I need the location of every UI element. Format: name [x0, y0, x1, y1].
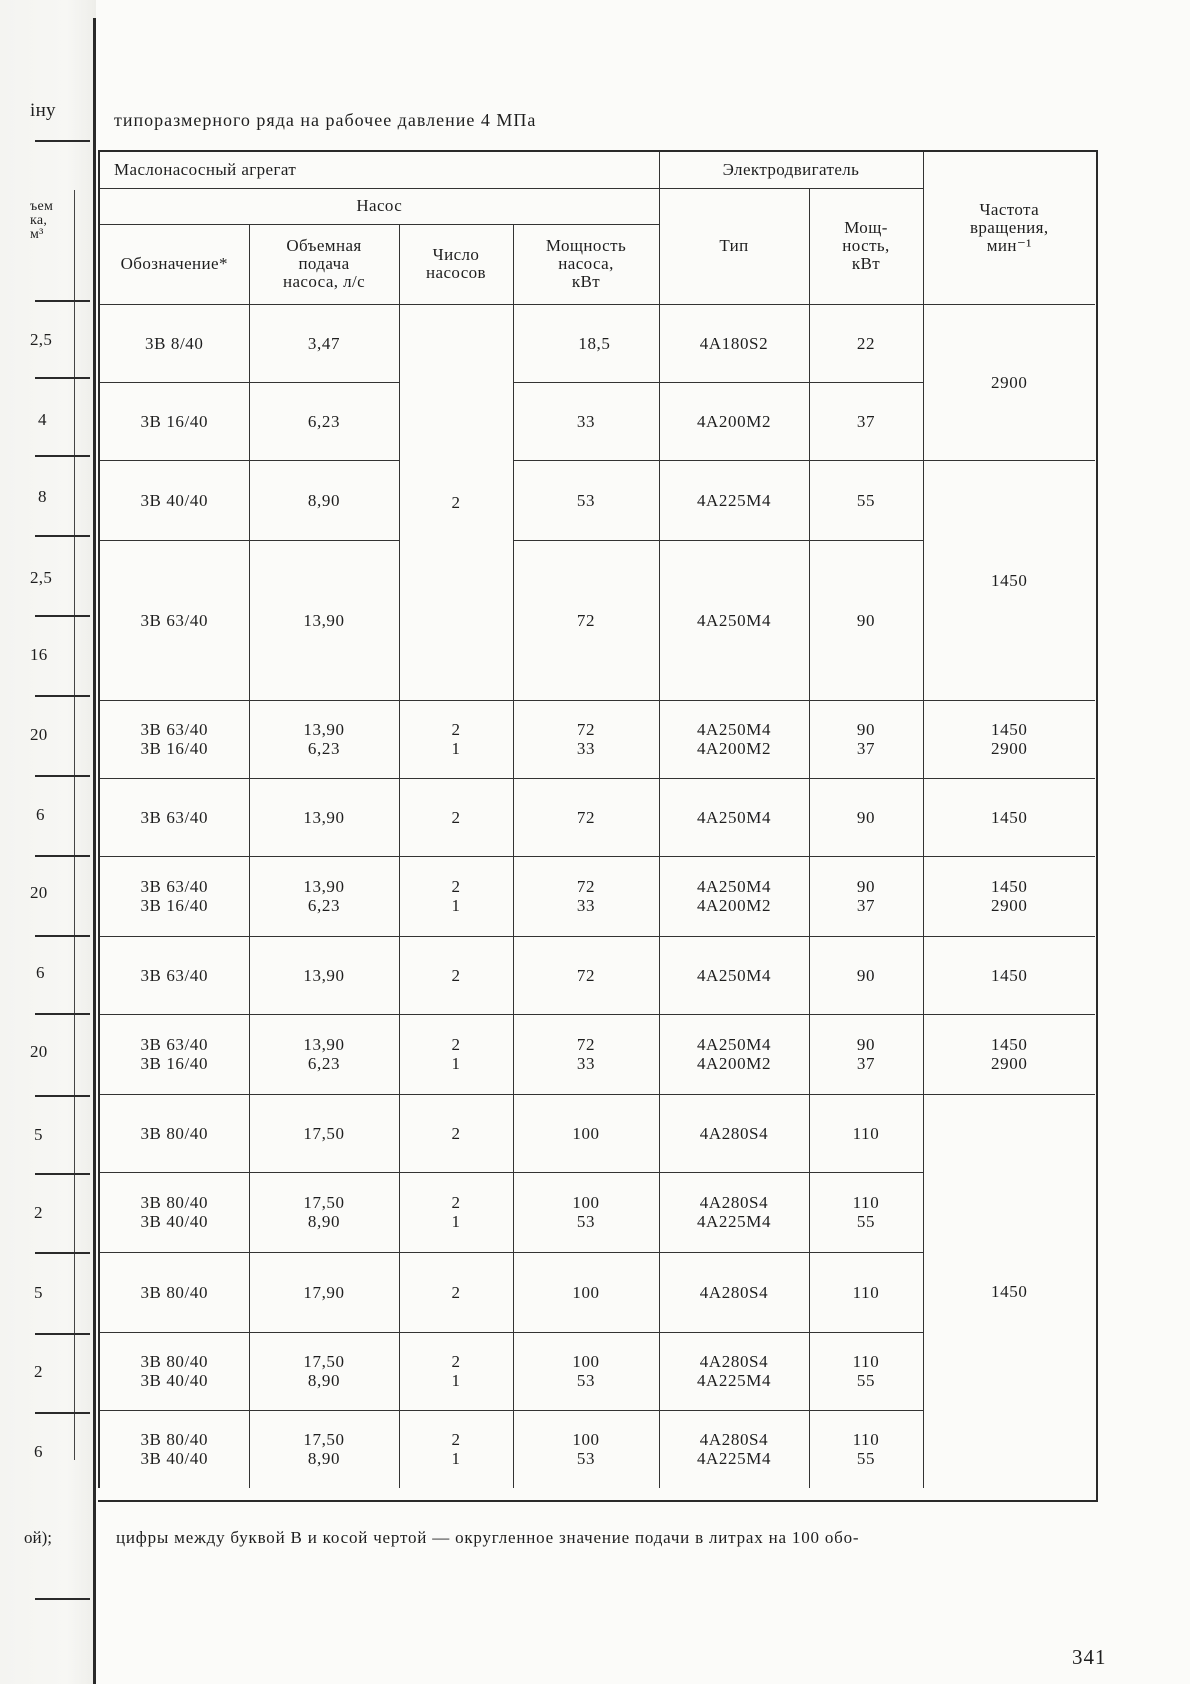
speed-cell: 1450: [923, 460, 1095, 700]
designation-cell: [99, 1332, 249, 1410]
gutter-top-text: іну: [30, 100, 56, 121]
cell-line: 8,90: [307, 1212, 341, 1231]
cell-line: 4А250М4: [696, 720, 772, 739]
gutter-rule: [35, 935, 90, 937]
count-cell: 2: [399, 1094, 513, 1172]
gutter-rule: [35, 1013, 90, 1015]
cell-line: 100: [572, 1430, 600, 1450]
speed-cell: [923, 1014, 1095, 1094]
cell-line: 1450: [991, 877, 1028, 896]
motor-type-cell: 4А180S2: [659, 304, 809, 382]
designation-cell: 3В 63/40: [99, 540, 249, 700]
speed-cell: 1450: [923, 1094, 1095, 1488]
data-table-frame: [98, 150, 1098, 1502]
flow-cell: 13,90: [249, 778, 399, 856]
table-row: [99, 700, 1095, 778]
header-flow-line: насоса, л/с: [282, 272, 366, 291]
binding-edge: [93, 18, 96, 1684]
speed-cell: [923, 856, 1095, 936]
cell-line: 3В 80/40: [140, 1430, 209, 1450]
gutter-rule: [35, 1173, 90, 1175]
gutter-cell: 8: [38, 487, 47, 506]
header-unit-group: Маслонасосный агрегат: [99, 152, 659, 188]
cell-line: 3В 40/40: [140, 1212, 209, 1231]
designation-cell: 3В 8/40: [99, 304, 249, 382]
pump-power-cell: 53: [513, 460, 659, 540]
cell-line: 4А250М4: [696, 1035, 772, 1054]
cell-line: 2: [451, 1193, 461, 1212]
motor-type-cell: [659, 700, 809, 778]
flow-cell: 13,90: [249, 936, 399, 1014]
cell-line: 1450: [991, 1035, 1028, 1054]
cell-line: 2: [451, 1035, 461, 1054]
cell-line: 72: [576, 1035, 596, 1054]
cell-line: 1: [451, 1371, 461, 1390]
cell-line: 3В 63/40: [140, 1035, 209, 1054]
cell-line: 1: [451, 1449, 461, 1469]
flow-cell: [249, 1332, 399, 1410]
cell-line: 55: [856, 1371, 876, 1390]
count-cell: 2: [399, 936, 513, 1014]
page-number: 341: [1072, 1645, 1107, 1669]
gutter-rule: [35, 300, 90, 302]
gutter-cell: 5: [34, 1125, 43, 1144]
gutter-cell: 2,5: [30, 568, 53, 587]
cell-line: 8,90: [307, 1371, 341, 1390]
pump-power-cell: 72: [513, 778, 659, 856]
gutter-cell: 20: [30, 1042, 48, 1061]
cell-line: 110: [852, 1430, 880, 1450]
header-speed: [923, 152, 1095, 304]
cell-line: 4А280S4: [699, 1430, 769, 1450]
count-cell: 2: [399, 778, 513, 856]
count-cell: [399, 1172, 513, 1252]
cell-line: 37: [856, 739, 876, 758]
header-count-line: Число: [432, 245, 480, 264]
cell-line: 3В 80/40: [140, 1193, 209, 1212]
header-pump-power-line: Мощность: [545, 236, 627, 255]
cell-line: 33: [576, 1054, 596, 1073]
cell-line: 33: [576, 739, 596, 758]
gutter-rule: [35, 140, 90, 142]
pump-power-cell: 18,5: [513, 304, 659, 382]
cell-line: 1: [451, 739, 461, 758]
header-flow: [249, 224, 399, 304]
designation-cell: 3В 16/40: [99, 382, 249, 460]
cell-line: 90: [856, 877, 876, 896]
motor-power-cell: 90: [809, 936, 923, 1014]
cell-line: 4А225М4: [696, 1212, 772, 1231]
count-cell: [399, 856, 513, 936]
motor-power-cell: [809, 1014, 923, 1094]
designation-cell: 3В 80/40: [99, 1094, 249, 1172]
gutter-rule: [35, 1598, 90, 1600]
motor-type-cell: [659, 1332, 809, 1410]
motor-type-cell: [659, 1014, 809, 1094]
cell-line: 3В 16/40: [140, 1054, 209, 1073]
designation-cell: [99, 1410, 249, 1488]
designation-cell: [99, 856, 249, 936]
count-cell: [399, 1410, 513, 1488]
flow-cell: [249, 1172, 399, 1252]
header-pump-power: [513, 224, 659, 304]
gutter-footnote: ой);: [24, 1528, 52, 1547]
cell-line: 3В 40/40: [140, 1449, 209, 1469]
pump-power-cell: [513, 1014, 659, 1094]
gutter-header: [30, 200, 86, 242]
header-flow-line: подача: [298, 254, 350, 273]
gutter-cell: 4: [38, 410, 47, 429]
cell-line: 2: [451, 877, 461, 896]
header-motor-power: [809, 188, 923, 304]
flow-cell: 17,90: [249, 1252, 399, 1332]
cell-line: 1: [451, 896, 461, 915]
designation-cell: 3В 80/40: [99, 1252, 249, 1332]
cell-line: 4А200М2: [696, 1054, 772, 1073]
cell-line: 17,50: [303, 1193, 345, 1212]
motor-type-cell: [659, 1172, 809, 1252]
cell-line: 6,23: [307, 1054, 341, 1073]
pump-power-cell: 33: [513, 382, 659, 460]
cell-line: 4А225М4: [696, 1449, 772, 1469]
flow-cell: 6,23: [249, 382, 399, 460]
motor-type-cell: 4А280S4: [659, 1252, 809, 1332]
cell-line: 72: [576, 720, 596, 739]
pump-power-cell: [513, 700, 659, 778]
motor-type-cell: [659, 1410, 809, 1488]
gutter-column-line: [74, 190, 75, 1460]
gutter-rule: [35, 535, 90, 537]
pump-power-cell: [513, 1410, 659, 1488]
designation-cell: 3В 40/40: [99, 460, 249, 540]
cell-line: 90: [856, 720, 876, 739]
gutter-rule: [35, 455, 90, 457]
gutter-rule: [35, 615, 90, 617]
gutter-cell: 6: [34, 1442, 43, 1461]
motor-type-cell: 4А225М4: [659, 460, 809, 540]
cell-line: 3В 63/40: [140, 720, 209, 739]
header-speed-line: мин⁻¹: [986, 235, 1032, 255]
flow-cell: 3,47: [249, 304, 399, 382]
cell-line: 6,23: [307, 739, 341, 758]
motor-power-cell: [809, 1172, 923, 1252]
table-row: [99, 936, 1095, 1014]
header-pump-group: Насос: [99, 188, 659, 224]
cell-line: 55: [856, 1212, 876, 1231]
motor-power-cell: 22: [809, 304, 923, 382]
gutter-cell: 20: [30, 883, 48, 902]
flow-cell: 13,90: [249, 540, 399, 700]
header-count: [399, 224, 513, 304]
header-motor-power-line: кВт: [851, 254, 881, 273]
cell-line: 110: [852, 1352, 880, 1371]
gutter-rule: [35, 775, 90, 777]
cell-line: 1: [451, 1054, 461, 1073]
cell-line: 4А225М4: [696, 1371, 772, 1390]
count-cell: [399, 700, 513, 778]
cell-line: 53: [576, 1212, 596, 1231]
cell-line: 33: [576, 896, 596, 915]
motor-type-cell: 4А200М2: [659, 382, 809, 460]
footnote: цифры между буквой В и косой чертой — округленное значение подачи в литрах на 100 обо-: [116, 1528, 860, 1547]
cell-line: 53: [576, 1449, 596, 1469]
cell-line: 13,90: [303, 720, 345, 739]
cell-line: 13,90: [303, 1035, 345, 1054]
cell-line: 2900: [991, 1054, 1028, 1073]
gutter-cell: 2: [34, 1203, 43, 1222]
gutter-rule: [35, 695, 90, 697]
table-row: [99, 460, 1095, 540]
pump-power-cell: 72: [513, 936, 659, 1014]
pump-power-cell: 100: [513, 1252, 659, 1332]
gutter-cell: 2: [34, 1362, 43, 1381]
cell-line: 55: [856, 1449, 876, 1469]
flow-cell: [249, 700, 399, 778]
flow-cell: [249, 1410, 399, 1488]
cell-line: 17,50: [303, 1430, 345, 1450]
motor-power-cell: 55: [809, 460, 923, 540]
gutter-header-line: ъем: [30, 199, 54, 214]
cell-line: 3В 63/40: [140, 877, 209, 896]
designation-cell: 3В 63/40: [99, 936, 249, 1014]
header-count-line: насосов: [426, 263, 486, 282]
gutter-cell: 2,5: [30, 330, 53, 349]
designation-cell: [99, 1172, 249, 1252]
speed-cell: 2900: [923, 304, 1095, 460]
cell-line: 2: [451, 1352, 461, 1371]
cell-line: 100: [572, 1352, 600, 1371]
cell-line: 2: [451, 1430, 461, 1450]
motor-power-cell: 90: [809, 540, 923, 700]
gutter-rule: [35, 1333, 90, 1335]
gutter-rule: [35, 377, 90, 379]
gutter-header-line: ка,: [30, 213, 48, 228]
header-pump-power-line: кВт: [571, 272, 601, 291]
cell-line: 53: [576, 1371, 596, 1390]
cell-line: 3В 40/40: [140, 1371, 209, 1390]
gutter-rule: [35, 855, 90, 857]
speed-cell: [923, 700, 1095, 778]
motor-type-cell: 4А250М4: [659, 778, 809, 856]
left-page-fragment: [0, 0, 96, 1684]
cell-line: 1: [451, 1212, 461, 1231]
table-row: [99, 778, 1095, 856]
motor-power-cell: [809, 700, 923, 778]
speed-cell: 1450: [923, 936, 1095, 1014]
cell-line: 6,23: [307, 896, 341, 915]
flow-cell: [249, 1014, 399, 1094]
header-speed-line: Частота: [979, 199, 1040, 219]
cell-line: 3В 16/40: [140, 739, 209, 758]
header-row: [99, 152, 1095, 188]
motor-power-cell: 37: [809, 382, 923, 460]
motor-type-cell: 4А250М4: [659, 936, 809, 1014]
cell-line: 2900: [991, 896, 1028, 915]
cell-line: 4А200М2: [696, 896, 772, 915]
pump-power-cell: 72: [513, 540, 659, 700]
header-designation: Обозначение*: [99, 224, 249, 304]
cell-line: 4А280S4: [699, 1352, 769, 1371]
page-title: типоразмерного ряда на рабочее давление 4 МПа: [114, 110, 537, 130]
cell-line: 4А280S4: [699, 1193, 769, 1212]
table-row: [99, 1094, 1095, 1172]
cell-line: 2900: [991, 739, 1028, 758]
cell-line: 37: [856, 896, 876, 915]
motor-power-cell: [809, 1410, 923, 1488]
designation-cell: 3В 63/40: [99, 778, 249, 856]
cell-line: 17,50: [303, 1352, 345, 1371]
cell-line: 72: [576, 877, 596, 896]
count-cell: 2: [399, 304, 513, 700]
gutter-header-line: м³: [30, 227, 44, 242]
motor-power-cell: [809, 1332, 923, 1410]
pump-power-cell: [513, 856, 659, 936]
header-motor-power-line: Мощ-: [844, 218, 888, 237]
table-row: [99, 1014, 1095, 1094]
flow-cell: 17,50: [249, 1094, 399, 1172]
header-speed-line: вращения,: [969, 217, 1049, 237]
header-motor-group: Электродвигатель: [659, 152, 923, 188]
motor-type-cell: 4А280S4: [659, 1094, 809, 1172]
cell-line: 110: [852, 1193, 880, 1212]
table-row: [99, 856, 1095, 936]
count-cell: [399, 1014, 513, 1094]
count-cell: 2: [399, 1252, 513, 1332]
motor-type-cell: [659, 856, 809, 936]
designation-cell: [99, 700, 249, 778]
gutter-cell: 6: [36, 963, 45, 982]
cell-line: 8,90: [307, 1449, 341, 1469]
cell-line: 37: [856, 1054, 876, 1073]
speed-cell: 1450: [923, 778, 1095, 856]
table-row: [99, 304, 1095, 382]
cell-line: 4А200М2: [696, 739, 772, 758]
motor-power-cell: [809, 856, 923, 936]
header-pump-power-line: насоса,: [558, 254, 614, 273]
cell-line: 4А250М4: [696, 877, 772, 896]
flow-cell: [249, 856, 399, 936]
pump-power-cell: [513, 1172, 659, 1252]
flow-cell: 8,90: [249, 460, 399, 540]
cell-line: 3В 80/40: [140, 1352, 209, 1371]
count-cell: [399, 1332, 513, 1410]
header-motor-type: Тип: [659, 188, 809, 304]
designation-cell: [99, 1014, 249, 1094]
motor-power-cell: 110: [809, 1094, 923, 1172]
pump-power-cell: 100: [513, 1094, 659, 1172]
pump-power-cell: [513, 1332, 659, 1410]
gutter-cell: 6: [36, 805, 45, 824]
cell-line: 13,90: [303, 877, 345, 896]
gutter-cell: 5: [34, 1283, 43, 1302]
gutter-cell: 16: [30, 645, 48, 664]
motor-power-cell: 90: [809, 778, 923, 856]
cell-line: 90: [856, 1035, 876, 1054]
header-flow-line: Объемная: [286, 236, 362, 255]
gutter-rule: [35, 1412, 90, 1414]
cell-line: 3В 16/40: [140, 896, 209, 915]
gutter-rule: [35, 1252, 90, 1254]
gutter-rule: [35, 1095, 90, 1097]
motor-type-cell: 4А250М4: [659, 540, 809, 700]
cell-line: 2: [451, 720, 461, 739]
cell-line: 100: [572, 1193, 600, 1212]
gutter-cell: 20: [30, 725, 48, 744]
motor-power-cell: 110: [809, 1252, 923, 1332]
pump-unit-table: [98, 152, 1095, 1488]
cell-line: 1450: [991, 720, 1028, 739]
header-motor-power-line: ность,: [842, 236, 890, 255]
